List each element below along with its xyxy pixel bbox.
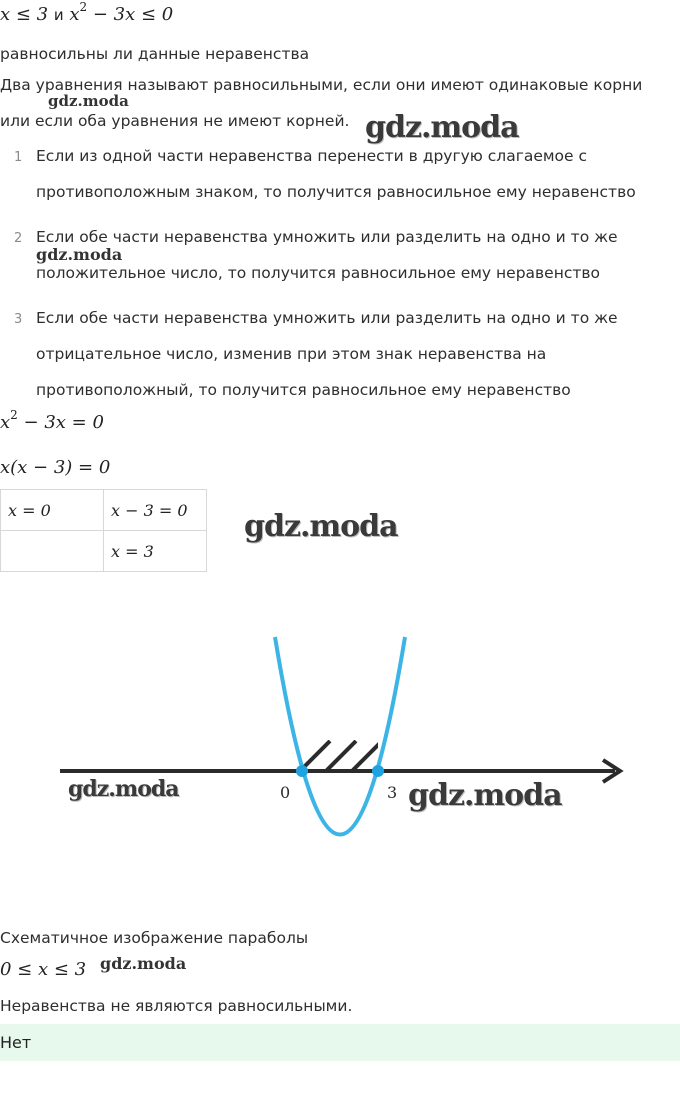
rule-line: Если обе части неравенства умножить или разделить на одно и то же — [36, 309, 618, 327]
table-cell — [1, 531, 104, 572]
rule-text — [36, 300, 676, 408]
rule-line: положительное число, то получится равносильное ему неравенство — [36, 264, 601, 282]
label-three: 3 — [387, 783, 398, 802]
answer-box — [0, 1024, 680, 1061]
answer-text: Нет — [0, 1033, 32, 1052]
definition-line-2: или если оба уравнения не имеют корней. — [0, 112, 350, 130]
watermark: gdz.moda — [244, 509, 398, 544]
table-cell: x − 3 = 0 — [104, 490, 207, 531]
parabola-curve — [275, 637, 405, 835]
root-point-zero — [296, 765, 308, 777]
solution-table — [0, 489, 207, 572]
inequality-2-exp: 2 — [79, 0, 88, 14]
watermark: gdz.moda — [408, 778, 562, 813]
parabola-graph — [0, 620, 680, 880]
inequality-1: x ≤ 3 — [0, 4, 49, 25]
rule-line: отрицательное число, изменив при этом знак неравенства на — [36, 345, 547, 363]
table-cell: x = 0 — [1, 490, 104, 531]
question: равносильны ли данные неравенства — [0, 45, 310, 63]
rule-line: противоположным знаком, то получится равносильное ему неравенство — [36, 183, 636, 201]
table-cell: x = 3 — [104, 531, 207, 572]
definition-line-1: Два уравнения называют равносильными, если они имеют одинаковые корни — [0, 76, 643, 94]
watermark: gdz.moda — [100, 954, 187, 973]
rule-line: противоположный, то получится равносильное ему неравенство — [36, 381, 571, 399]
conjunction: и — [53, 6, 64, 24]
rule-line: Если из одной части неравенства перенести в другую слагаемое с — [36, 147, 588, 165]
equation-1 — [0, 408, 104, 433]
watermark: gdz.moda — [68, 776, 179, 802]
rule-number: 1 — [14, 150, 23, 165]
equation-1-exp: 2 — [10, 408, 18, 422]
root-point-three — [372, 765, 384, 777]
watermark: gdz.moda — [48, 92, 129, 110]
equation-1-base: x — [0, 412, 11, 433]
graph-caption: Схематичное изображение параболы — [0, 929, 309, 947]
watermark: gdz.moda — [36, 245, 123, 264]
rule-text — [36, 219, 676, 291]
equation-1-rest: − 3x = 0 — [17, 412, 104, 433]
rule-number: 2 — [14, 231, 23, 246]
problem-statement — [0, 0, 174, 25]
equation-2: x(x − 3) = 0 — [0, 457, 111, 478]
label-zero: 0 — [280, 783, 291, 802]
table-row — [1, 490, 207, 531]
rule-line: Если обе части неравенства умножить или разделить на одно и то же — [36, 228, 618, 246]
watermark: gdz.moda — [365, 110, 519, 145]
inequality-2-base: x — [69, 4, 80, 25]
conclusion: Неравенства не являются равносильными. — [0, 997, 353, 1015]
hatch-region — [300, 741, 382, 771]
inequality-2-rest: − 3x ≤ 0 — [87, 4, 174, 25]
rule-number: 3 — [14, 312, 23, 327]
result-inequality: 0 ≤ x ≤ 3 — [0, 959, 87, 980]
rule-text — [36, 138, 676, 210]
table-row — [1, 531, 207, 572]
